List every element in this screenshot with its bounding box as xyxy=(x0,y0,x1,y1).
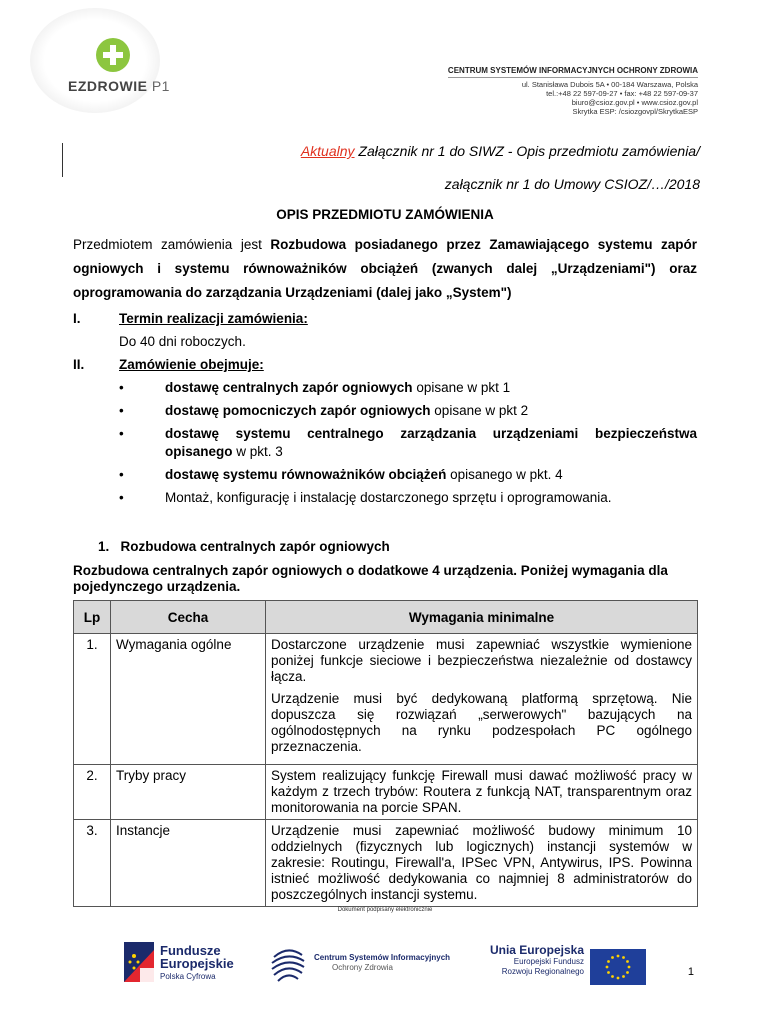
requirement-text: Urządzenie musi być dedykowaną platformą sprzętową. Nie dopuszcza się rozwiązań „serwerowych" bazujących na ogólnodostępnych na rynku podzespołach PC ogólnego przeznaczenia. xyxy=(271,691,692,754)
scope-list xyxy=(119,379,697,507)
ue-title: Unia Europejska xyxy=(489,943,584,957)
attachment-title: Załącznik nr 1 do SIWZ - Opis przedmiotu zamówienia/ xyxy=(354,143,700,159)
org-email: biuro@csioz.gov.pl • www.csioz.gov.pl xyxy=(571,98,698,107)
section-1-text: Do 40 dni roboczych. xyxy=(119,334,246,349)
requirement-text: System realizujący funkcję Firewall musi dawać możliwość pracy w każdym z trzech trybów: Routera z funkcją NAT, transparentnym oraz monitorowania na porcie SPAN. xyxy=(271,768,692,815)
fe-text xyxy=(160,944,234,983)
csioz-line1: Centrum Systemów Informacyjnych xyxy=(314,953,451,962)
table-row xyxy=(74,765,698,820)
status-label: Aktualny xyxy=(300,143,355,159)
org-esp: Skrytka ESP: /csiozgovpl/SkrytkaESP xyxy=(572,107,698,116)
logo-suffix: P1 xyxy=(151,78,170,94)
fundusze-europejskie-logo xyxy=(124,942,274,992)
intro-bold: Rozbudowa posiadanego przez Zamawiającego systemu zapór ogniowych i systemu równoważników obciążeń (zwanych dalej „Urządzeniami") oraz oprogramowania do zarządzania Urządzeniami (dalej jako „System") xyxy=(73,237,697,300)
sections xyxy=(73,310,697,512)
table-header-row xyxy=(74,601,698,634)
item-bold: dostawę centralnych zapór ogniowych xyxy=(165,380,413,395)
eu-flag-icon xyxy=(590,949,646,985)
requirement-text: Urządzenie musi zapewniać możliwość budowy minimum 10 oddzielnych (fizycznych lub logicznych) instancji systemów w zakresie: Routingu, Firewall'a, IPSec VPN, Antywirus, IPS. Powinna istnieć możliwość dedykowania co najmniej 8 administratorów do poszczególnych instancji systemu. xyxy=(271,823,692,902)
attachment-line-2: załącznik nr 1 do Umowy CSIOZ/…/2018 xyxy=(444,176,700,192)
item-rest: opisane w pkt 2 xyxy=(430,403,529,418)
item-rest: opisanego w pkt. 4 xyxy=(446,467,563,482)
point-1-lead: Rozbudowa centralnych zapór ogniowych o dodatkowe 4 urządzenia. Poniżej wymagania dla pojedynczego urządzenia. xyxy=(73,563,668,594)
org-address: ul. Stanisława Dubois 5A • 00-184 Warszawa, Polska xyxy=(521,80,698,89)
ue-sub1: Europejski Fundusz xyxy=(513,957,584,966)
logo-background xyxy=(30,8,160,113)
point-1-heading: 1. Rozbudowa centralnych zapór ogniowych xyxy=(98,539,390,554)
ezdrowie-logo xyxy=(30,8,170,113)
requirement-text: Dostarczone urządzenie musi zapewniać wszystkie wymienione poniżej funkcje sieciowe i bezpieczeństwa niezależnie od dostawcy łącza. xyxy=(271,637,692,684)
footer-logos xyxy=(0,930,770,1000)
cell-wymagania xyxy=(266,634,698,765)
item-bold: dostawę pomocniczych zapór ogniowych xyxy=(165,403,431,418)
page-number: 1 xyxy=(687,966,694,978)
item-rest: w pkt. 3 xyxy=(232,444,283,459)
fe-sub: Polska Cyfrowa xyxy=(160,972,216,981)
ue-sub2: Rozwoju Regionalnego xyxy=(501,967,584,976)
attachment-line-1 xyxy=(301,143,700,159)
list-item xyxy=(119,489,697,507)
section-2 xyxy=(73,356,697,374)
logo-main: EZDROWIE xyxy=(68,78,148,94)
fe-line1: Fundusze xyxy=(160,943,221,958)
cell-wymagania xyxy=(266,765,698,820)
ue-text xyxy=(482,944,584,977)
cell-lp: 3. xyxy=(74,820,111,907)
signature-note: Dokument podpisany elektronicznie xyxy=(337,907,433,913)
cell-cecha: Wymagania ogólne xyxy=(111,634,266,765)
item-bold: dostawę systemu centralnego zarządzania urządzeniami bezpieczeństwa opisanego xyxy=(165,426,697,459)
csioz-text xyxy=(314,953,450,973)
section-2-title: Zamówienie obejmuje: xyxy=(119,357,264,372)
table-row xyxy=(74,820,698,907)
cell-lp: 2. xyxy=(74,765,111,820)
revision-bar xyxy=(62,143,63,177)
cell-wymagania xyxy=(266,820,698,907)
item-bold: dostawę systemu równoważników obciążeń xyxy=(165,467,447,482)
csioz-line2: Ochrony Zdrowia xyxy=(332,963,393,972)
cell-lp: 1. xyxy=(74,634,111,765)
intro-paragraph xyxy=(73,233,697,305)
document-title: OPIS PRZEDMIOTU ZAMÓWIENIA xyxy=(276,207,494,222)
list-item xyxy=(119,379,697,397)
cell-cecha: Instancje xyxy=(111,820,266,907)
logo-text xyxy=(68,78,170,94)
fe-line2: Europejskie xyxy=(160,956,234,971)
csioz-swirl-icon xyxy=(270,945,306,985)
section-1-title: Termin realizacji zamówienia: xyxy=(119,311,308,326)
intro-pre: Przedmiotem zamówienia jest xyxy=(73,237,271,252)
list-item xyxy=(119,425,697,461)
section-1-text-row xyxy=(73,333,697,351)
header-cecha: Cecha xyxy=(111,601,266,634)
csioz-logo xyxy=(270,945,470,985)
section-1 xyxy=(73,310,697,328)
section-2-number: II. xyxy=(73,357,85,372)
section-1-number: I. xyxy=(73,311,81,326)
header-lp: Lp xyxy=(74,601,111,634)
list-item xyxy=(119,466,697,484)
medical-cross-icon xyxy=(96,38,130,72)
fe-flag-icon xyxy=(124,942,154,982)
cell-cecha: Tryby pracy xyxy=(111,765,266,820)
item-rest: Montaż, konfigurację i instalację dostarczonego sprzętu i oprogramowania. xyxy=(165,490,612,505)
item-rest: opisane w pkt 1 xyxy=(412,380,511,395)
ue-logo xyxy=(482,944,652,994)
org-name: CENTRUM SYSTEMÓW INFORMACYJNYCH OCHRONY ZDROWIA xyxy=(448,66,698,78)
requirements-table xyxy=(73,600,698,907)
header-wymagania: Wymagania minimalne xyxy=(266,601,698,634)
org-phone: tel.:+48 22 597-09-27 • fax: +48 22 597-09-37 xyxy=(546,89,698,98)
table-row xyxy=(74,634,698,765)
list-item xyxy=(119,402,697,420)
org-address-block xyxy=(448,66,698,116)
